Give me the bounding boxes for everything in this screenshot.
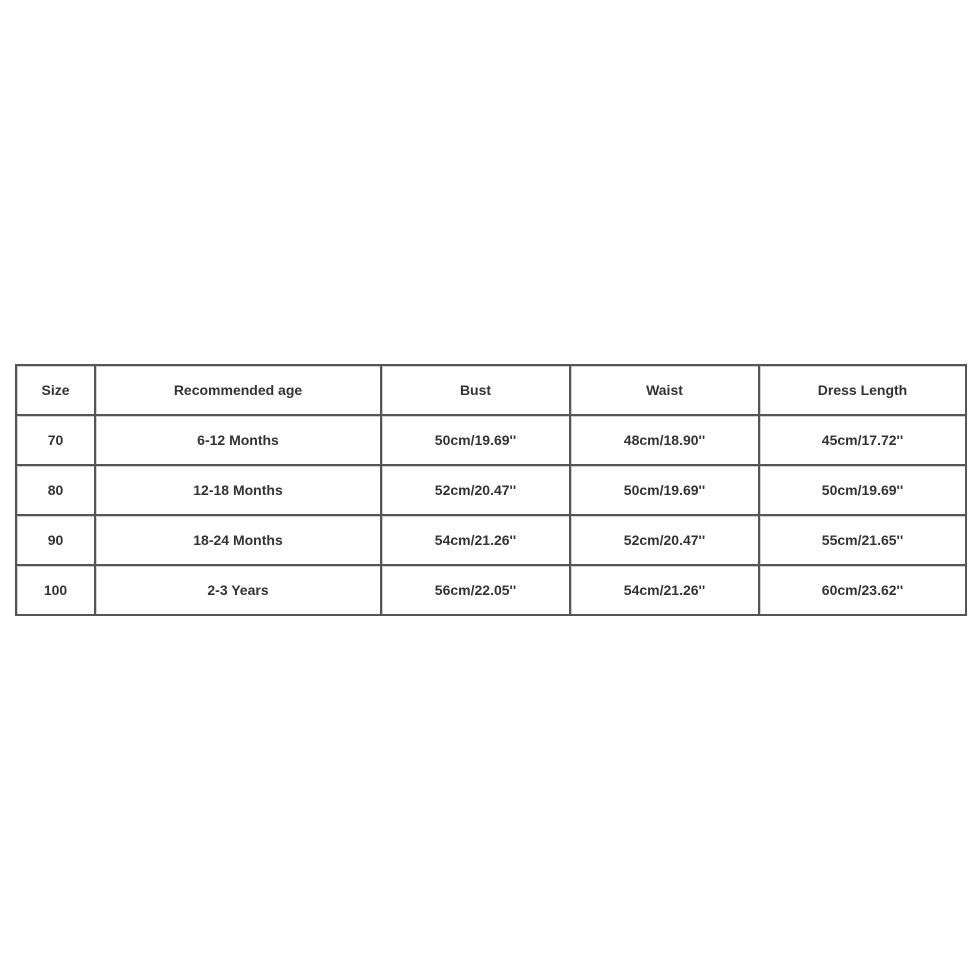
header-waist: Waist — [571, 366, 760, 416]
cell-waist: 50cm/19.69'' — [571, 466, 760, 516]
cell-dress-length: 45cm/17.72'' — [760, 416, 967, 466]
header-dress-length: Dress Length — [760, 366, 967, 416]
cell-bust: 54cm/21.26'' — [382, 516, 571, 566]
table-row — [17, 466, 967, 516]
cell-bust: 52cm/20.47'' — [382, 466, 571, 516]
table-row — [17, 416, 967, 466]
header-bust: Bust — [382, 366, 571, 416]
cell-dress-length: 50cm/19.69'' — [760, 466, 967, 516]
cell-recommended-age: 12-18 Months — [96, 466, 382, 516]
cell-recommended-age: 6-12 Months — [96, 416, 382, 466]
cell-waist: 52cm/20.47'' — [571, 516, 760, 566]
cell-size: 70 — [17, 416, 96, 466]
cell-waist: 48cm/18.90'' — [571, 416, 760, 466]
cell-recommended-age: 2-3 Years — [96, 566, 382, 616]
cell-bust: 50cm/19.69'' — [382, 416, 571, 466]
cell-waist: 54cm/21.26'' — [571, 566, 760, 616]
table-header-row — [17, 366, 967, 416]
table-row — [17, 516, 967, 566]
cell-dress-length: 55cm/21.65'' — [760, 516, 967, 566]
table-row — [17, 566, 967, 616]
size-chart-table — [15, 364, 967, 616]
cell-size: 80 — [17, 466, 96, 516]
cell-dress-length: 60cm/23.62'' — [760, 566, 967, 616]
cell-size: 90 — [17, 516, 96, 566]
cell-bust: 56cm/22.05'' — [382, 566, 571, 616]
cell-size: 100 — [17, 566, 96, 616]
header-recommended-age: Recommended age — [96, 366, 382, 416]
header-size: Size — [17, 366, 96, 416]
cell-recommended-age: 18-24 Months — [96, 516, 382, 566]
